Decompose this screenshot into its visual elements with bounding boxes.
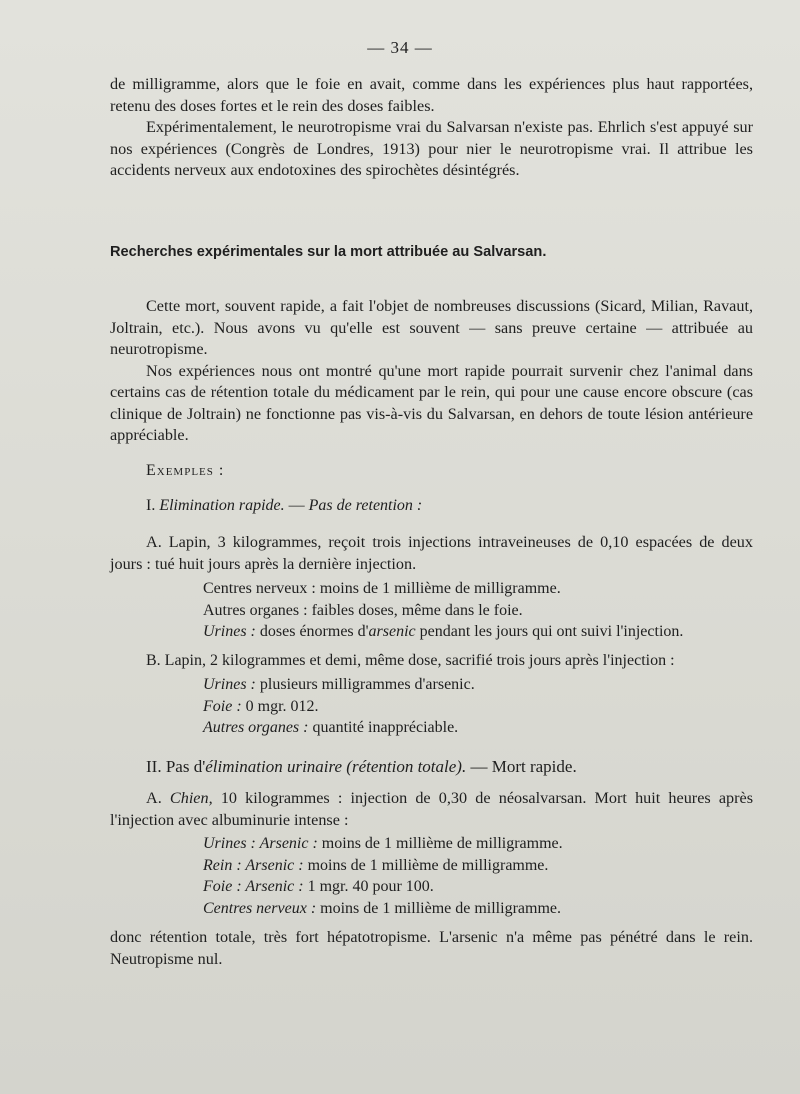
intro-paragraph: Expérimentalement, le neurotropisme vrai du Salvarsan n'existe pas. Ehrlich s'est appuyé sur nos expériences (Congrès de Londres, 1913) pour nier le neurotropisme vrai. Il attribue les accidents nerveux aux endotoxines des spirochètes désintégrés. [110,118,753,179]
case2-detail-2 [203,855,563,877]
case1-b-detail-2-text: 0 mgr. 012. [245,697,319,715]
page-number: — 34 — [367,38,433,57]
case1-a-text: A. Lapin, 3 kilogrammes, reçoit trois injections intraveineuses de 0,10 espacées de deux jours : tué huit jours après la dernière injection. [110,533,753,573]
foie-arsenic-label: Foie : Arsenic : [203,878,304,895]
case1-b-detail-1 [203,674,475,696]
case2-conclusion: donc rétention totale, très fort hépatotropisme. L'arsenic n'a même pas pénétré dans le rein. Neutropisme nul. [110,928,753,968]
case2-detail-1 [203,833,563,855]
section-body [110,296,753,447]
case2-title-c: — Mort rapide. [470,757,577,776]
case1-a-detail-3 [203,621,683,643]
urines-arsenic-label: Urines : Arsenic : [203,835,318,852]
case1-title-a: Elimination rapide. [159,497,285,514]
case2-detail-1-text: moins de 1 millième de milligramme. [321,835,563,852]
section-paragraph-2: Nos expériences nous ont montré qu'une mort rapide pourrait survenir chez l'animal dans certains cas de rétention totale du médicament par le rein, qui pour une cause encore obscure (cas clinique de Joltrain) ne fonctionne pas vis-à-vis du Salvarsan, en dehors de toute lésion antérieure appréciable. [110,361,753,444]
case2-a-animal: Chien, [169,789,213,807]
case1-b-detail-1-text: plusieurs milligrammes d'arsenic. [259,676,475,693]
urines-text-b: pendant les jours qui ont suivi l'injection. [419,623,684,640]
foie-label: Foie : [203,697,242,715]
case2-title-b: élimination urinaire (rétention totale). [205,757,467,776]
case1-title-dash: — [288,497,305,514]
case2-a [110,788,753,831]
case2-detail-4-text: moins de 1 millième de milligramme. [320,899,561,917]
case1-a-detail-1: Centres nerveux : moins de 1 millième de milligramme. [203,580,561,597]
case1-b-detail-2 [203,696,475,718]
section-paragraph-1: Cette mort, souvent rapide, a fait l'objet de nombreuses discussions (Sicard, Milian, Ravaut, Joltrain, etc.). Nous avons vu qu'elle est souvent — sans preuve certaine — attribuée au neurotropisme. [110,297,753,358]
case1-b-detail-3-text: quantité inappréciable. [312,719,459,736]
case2-a-body: 10 kilogrammes : injection de 0,30 de néosalvarsan. Mort huit heures après l'injection avec albuminurie intense : [110,789,753,829]
case2-detail-3 [203,876,563,898]
case1-title-b: Pas de retention : [308,497,423,514]
case1-a-details [203,578,683,643]
centres-nerveux-label: Centres nerveux : [203,899,317,917]
case1-b-details [203,674,475,739]
case2-title-a: II. Pas d' [146,757,206,776]
case1-b-text: B. Lapin, 2 kilogrammes et demi, même dose, sacrifié trois jours après l'injection : [146,652,675,669]
case1-title-num: I. [146,497,156,514]
section-heading: Recherches expérimentales sur la mort attribuée au Salvarsan. [110,244,547,260]
case1-b-detail-3 [203,717,475,739]
case2-a-prefix: A. [146,789,162,807]
case2-detail-2-text: moins de 1 millième de milligramme. [307,856,549,874]
case2-detail-4 [203,898,563,920]
case2-title [146,757,577,777]
intro-block [110,74,753,182]
case1-a [110,532,753,575]
case2-detail-3-text: 1 mgr. 40 pour 100. [307,878,434,895]
case1-a-detail-2: Autres organes : faibles doses, même dans le foie. [203,601,523,619]
urines-label: Urines : [203,676,256,693]
urines-text-a: doses énormes d' [259,623,369,640]
autres-organes-label: Autres organes : [203,719,309,736]
case2-details [203,833,563,919]
arsenic-word: arsenic [368,623,416,640]
rein-arsenic-label: Rein : Arsenic : [203,856,304,874]
examples-label: Exemples : [146,462,225,479]
intro-line: de milligramme, alors que le foie en avait, comme dans les expériences plus haut rapportées, retenu des doses fortes et le rein des doses faibles. [110,75,753,115]
case1-title [146,497,422,515]
urines-label: Urines : [203,623,256,640]
case2-a-text [110,788,753,831]
case2-conclusion-block [110,927,753,970]
